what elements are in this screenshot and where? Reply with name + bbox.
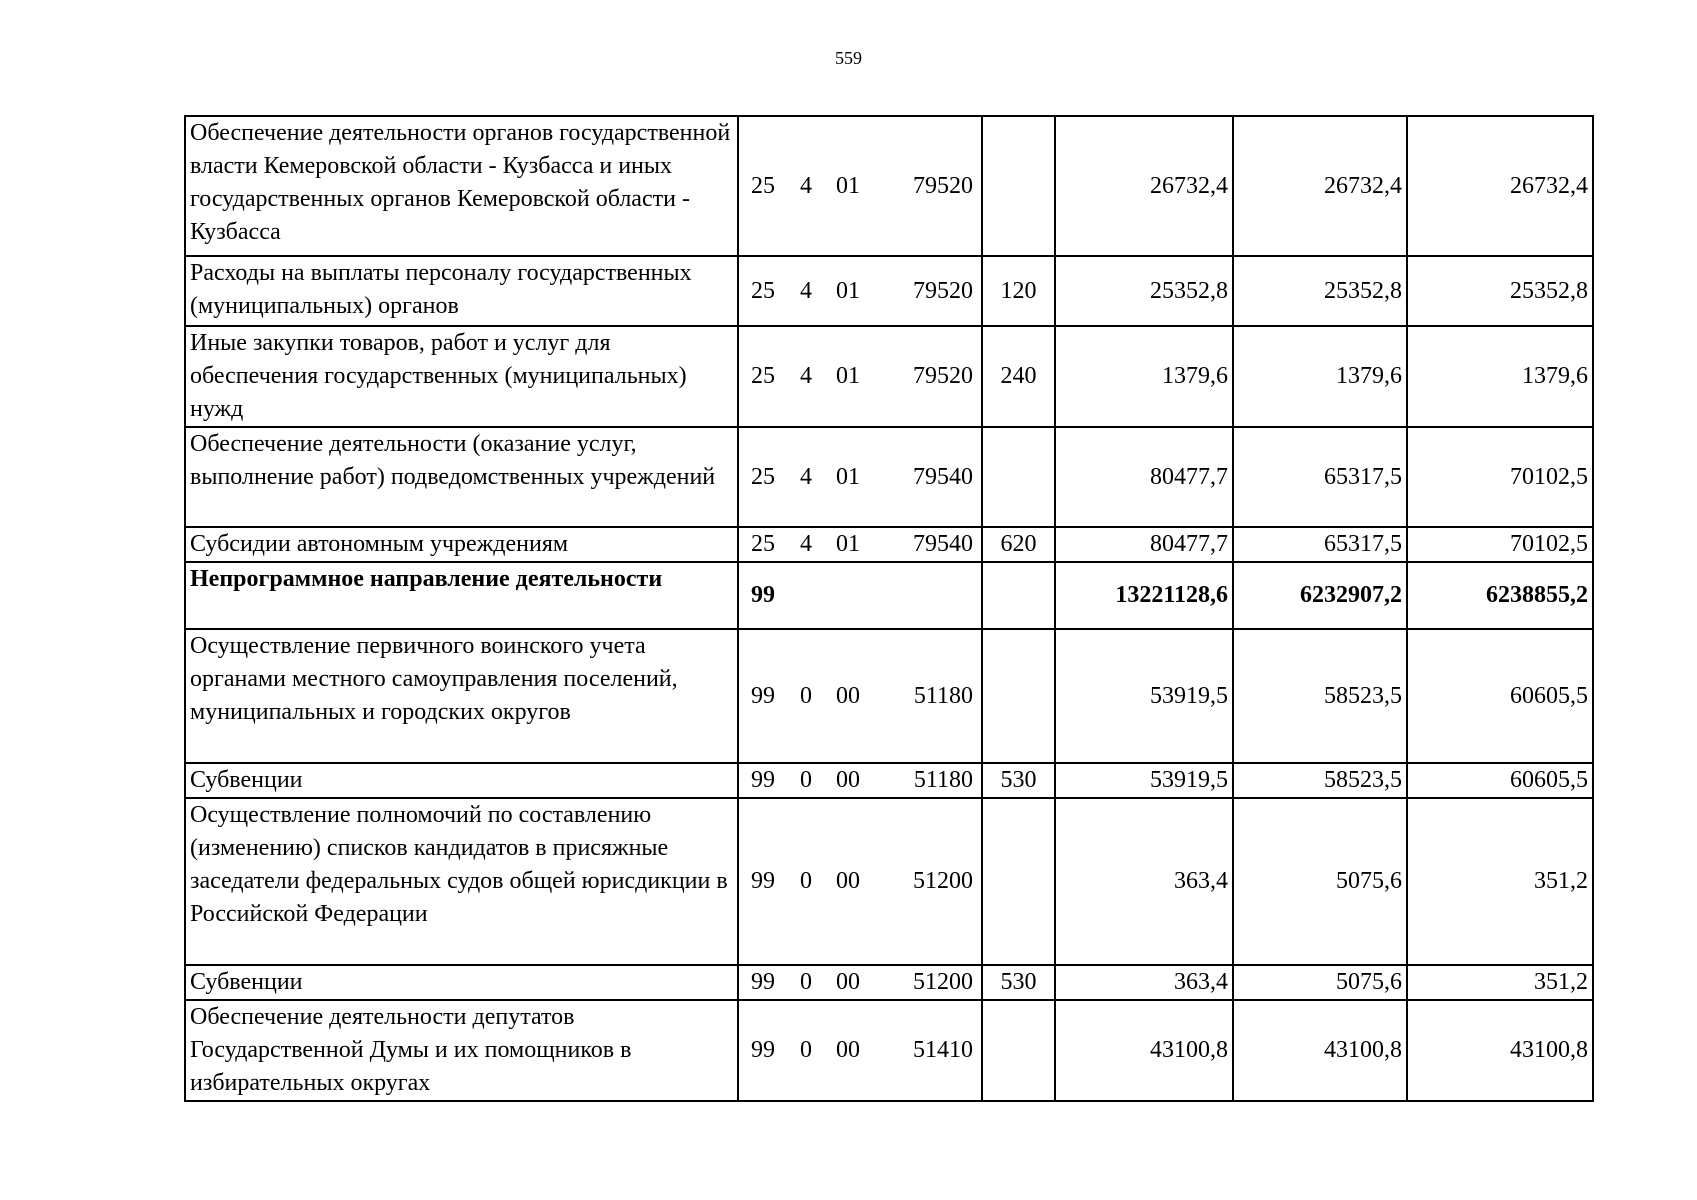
code-direction: 79520	[913, 172, 973, 199]
row-value-3: 60605,5	[1407, 763, 1593, 798]
code-subprogram: 4	[800, 277, 812, 304]
row-value-1: 80477,7	[1055, 427, 1233, 527]
row-value-2: 5075,6	[1233, 798, 1407, 965]
row-value-1: 363,4	[1055, 798, 1233, 965]
row-name: Непрограммное направление деятельности	[185, 562, 738, 629]
code-main-event: 01	[836, 277, 860, 304]
row-value-1: 26732,4	[1055, 116, 1233, 256]
row-code	[738, 562, 982, 629]
row-expense-type: 120	[982, 256, 1055, 326]
code-program: 25	[751, 531, 775, 557]
row-name: Расходы на выплаты персоналу государственных (муниципальных) органов	[185, 256, 738, 326]
code-program: 25	[751, 277, 775, 304]
code-main-event: 00	[836, 969, 860, 995]
table-row-section	[185, 562, 1593, 629]
row-expense-type	[982, 116, 1055, 256]
row-value-2: 6232907,2	[1233, 562, 1407, 629]
row-value-2: 5075,6	[1233, 965, 1407, 1000]
row-name: Обеспечение деятельности депутатов Государственной Думы и их помощников в избирательных округах	[185, 1000, 738, 1101]
row-expense-type: 530	[982, 965, 1055, 1000]
row-code	[738, 763, 982, 798]
row-value-3: 1379,6	[1407, 326, 1593, 427]
row-value-2: 1379,6	[1233, 326, 1407, 427]
row-name: Субсидии автономным учреждениям	[185, 527, 738, 562]
row-value-2: 43100,8	[1233, 1000, 1407, 1101]
row-value-3: 43100,8	[1407, 1000, 1593, 1101]
row-value-1: 25352,8	[1055, 256, 1233, 326]
code-subprogram: 4	[800, 463, 812, 490]
table-row	[185, 1000, 1593, 1101]
code-direction: 51410	[913, 1037, 973, 1063]
row-value-1: 1379,6	[1055, 326, 1233, 427]
row-value-3: 6238855,2	[1407, 562, 1593, 629]
code-subprogram: 0	[800, 868, 812, 894]
code-direction: 51200	[913, 969, 973, 995]
row-value-2: 25352,8	[1233, 256, 1407, 326]
code-main-event: 01	[836, 172, 860, 199]
code-program: 25	[751, 463, 775, 490]
code-direction: 51180	[913, 767, 973, 793]
row-code	[738, 798, 982, 965]
budget-table	[184, 115, 1594, 1102]
row-value-1: 80477,7	[1055, 527, 1233, 562]
row-value-3: 25352,8	[1407, 256, 1593, 326]
page-number: 559	[835, 48, 862, 68]
code-subprogram: 0	[800, 682, 812, 709]
row-value-1: 13221128,6	[1055, 562, 1233, 629]
row-value-2: 58523,5	[1233, 629, 1407, 763]
table-row	[185, 326, 1593, 427]
code-program: 25	[751, 172, 775, 199]
code-direction: 51200	[913, 868, 973, 894]
row-value-1: 53919,5	[1055, 629, 1233, 763]
row-value-3: 70102,5	[1407, 527, 1593, 562]
code-program: 99	[751, 1037, 775, 1063]
row-value-3: 60605,5	[1407, 629, 1593, 763]
table-row	[185, 763, 1593, 798]
row-name: Субвенции	[185, 763, 738, 798]
code-program: 99	[751, 582, 775, 608]
row-value-3: 351,2	[1407, 965, 1593, 1000]
code-program: 25	[751, 363, 775, 389]
row-value-3: 26732,4	[1407, 116, 1593, 256]
row-value-3: 351,2	[1407, 798, 1593, 965]
row-name: Осуществление полномочий по составлению (изменению) списков кандидатов в присяжные заседатели федеральных судов общей юрисдикции в Российской Федерации	[185, 798, 738, 965]
code-subprogram: 0	[800, 969, 812, 995]
row-code	[738, 965, 982, 1000]
code-direction: 79540	[913, 463, 973, 490]
row-code	[738, 629, 982, 763]
row-expense-type	[982, 1000, 1055, 1101]
code-subprogram: 4	[800, 363, 812, 389]
row-expense-type: 530	[982, 763, 1055, 798]
table-row	[185, 427, 1593, 527]
code-subprogram: 4	[800, 172, 812, 199]
code-program: 99	[751, 969, 775, 995]
row-name: Обеспечение деятельности органов государственной власти Кемеровской области - Кузбасса и иных государственных органов Кемеровской области - Кузбасса	[185, 116, 738, 256]
code-main-event: 01	[836, 531, 860, 557]
row-expense-type	[982, 798, 1055, 965]
row-value-1: 363,4	[1055, 965, 1233, 1000]
row-value-1: 53919,5	[1055, 763, 1233, 798]
code-main-event: 01	[836, 463, 860, 490]
code-main-event: 00	[836, 868, 860, 894]
code-subprogram: 0	[800, 767, 812, 793]
row-expense-type: 620	[982, 527, 1055, 562]
table-row	[185, 527, 1593, 562]
row-expense-type	[982, 427, 1055, 527]
code-main-event: 00	[836, 682, 860, 709]
row-code	[738, 1000, 982, 1101]
row-name: Иные закупки товаров, работ и услуг для обеспечения государственных (муниципальных) нужд	[185, 326, 738, 427]
row-expense-type: 240	[982, 326, 1055, 427]
table-row	[185, 965, 1593, 1000]
code-direction: 51180	[913, 682, 973, 709]
row-code	[738, 427, 982, 527]
row-code	[738, 326, 982, 427]
row-code	[738, 116, 982, 256]
row-expense-type	[982, 629, 1055, 763]
table-row	[185, 629, 1593, 763]
row-name: Осуществление первичного воинского учета органами местного самоуправления поселений, муниципальных и городских округов	[185, 629, 738, 763]
code-main-event: 00	[836, 1037, 860, 1063]
row-expense-type	[982, 562, 1055, 629]
table-row	[185, 798, 1593, 965]
code-direction: 79520	[913, 277, 973, 304]
code-program: 99	[751, 767, 775, 793]
row-name: Субвенции	[185, 965, 738, 1000]
code-main-event: 00	[836, 767, 860, 793]
code-program: 99	[751, 868, 775, 894]
row-value-2: 58523,5	[1233, 763, 1407, 798]
row-value-3: 70102,5	[1407, 427, 1593, 527]
code-main-event: 01	[836, 363, 860, 389]
row-value-2: 65317,5	[1233, 527, 1407, 562]
table-row	[185, 116, 1593, 256]
code-direction: 79540	[913, 531, 973, 557]
code-subprogram: 4	[800, 531, 812, 557]
row-name: Обеспечение деятельности (оказание услуг, выполнение работ) подведомственных учреждений	[185, 427, 738, 527]
code-program: 99	[751, 682, 775, 709]
table-row	[185, 256, 1593, 326]
code-direction: 79520	[913, 363, 973, 389]
row-code	[738, 256, 982, 326]
row-value-1: 43100,8	[1055, 1000, 1233, 1101]
row-value-2: 65317,5	[1233, 427, 1407, 527]
row-code	[738, 527, 982, 562]
code-subprogram: 0	[800, 1037, 812, 1063]
row-value-2: 26732,4	[1233, 116, 1407, 256]
